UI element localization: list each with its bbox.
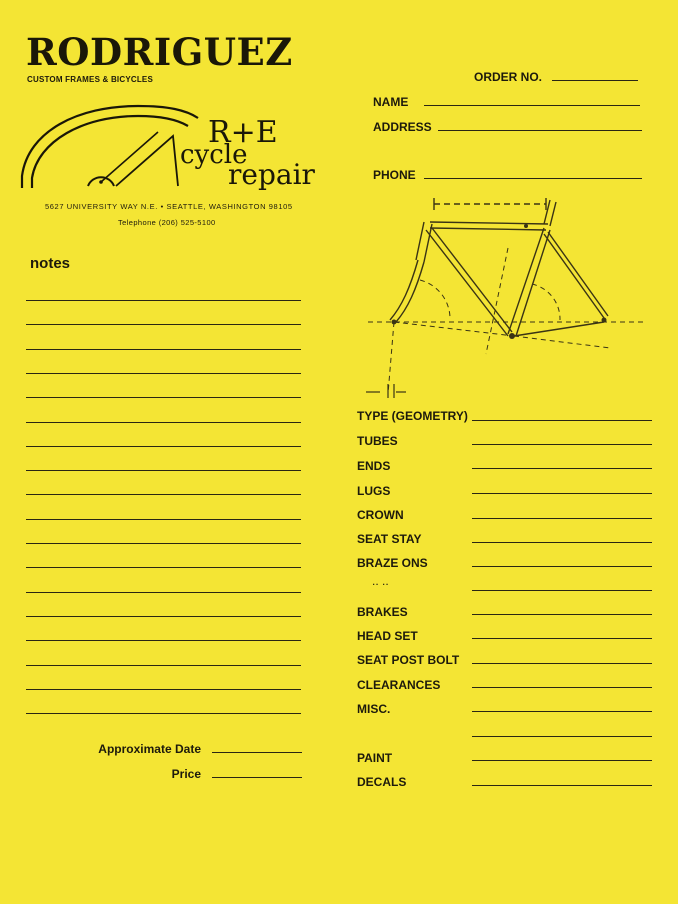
tubes-label: TUBES	[357, 434, 398, 448]
clearances-label: CLEARANCES	[357, 678, 441, 692]
crown-label: CROWN	[357, 508, 404, 522]
logo-word-cycle: cycle	[180, 140, 248, 170]
seat-stay-field[interactable]	[472, 542, 652, 543]
notes-line[interactable]	[26, 543, 301, 544]
notes-line[interactable]	[26, 397, 301, 398]
clearances-field[interactable]	[472, 687, 652, 688]
brakes-label: BRAKES	[357, 605, 408, 619]
notes-line[interactable]	[26, 640, 301, 641]
shop-telephone: Telephone (206) 525-5100	[118, 218, 216, 227]
seat-post-bolt-label: SEAT POST BOLT	[357, 653, 460, 667]
logo-initials: R+E	[208, 115, 278, 150]
logo-word-repair: repair	[228, 158, 315, 191]
phone-label: PHONE	[373, 168, 416, 182]
notes-line[interactable]	[26, 494, 301, 495]
brand-tagline: CUSTOM FRAMES & BICYCLES	[27, 75, 153, 84]
tubes-field[interactable]	[472, 444, 652, 445]
phone-field[interactable]	[424, 178, 642, 179]
notes-heading: notes	[30, 255, 71, 272]
braze-ons-field[interactable]	[472, 566, 652, 567]
notes-line[interactable]	[26, 349, 301, 350]
paint-field[interactable]	[472, 760, 652, 761]
ditto-marks: .. ..	[372, 574, 389, 588]
misc-field[interactable]	[472, 711, 652, 712]
head-set-label: HEAD SET	[357, 629, 418, 643]
misc-label: MISC.	[357, 702, 391, 716]
notes-line[interactable]	[26, 324, 301, 325]
frame-geometry-diagram	[360, 188, 650, 400]
decals-label: DECALS	[357, 775, 407, 789]
crown-field[interactable]	[472, 518, 652, 519]
name-field[interactable]	[424, 105, 640, 106]
brand-title: RODRIGUEZ	[26, 30, 293, 74]
type-geometry-field[interactable]	[472, 420, 652, 421]
seat-post-bolt-field[interactable]	[472, 663, 652, 664]
notes-line[interactable]	[26, 519, 301, 520]
seat-stay-label: SEAT STAY	[357, 532, 422, 546]
lugs-field[interactable]	[472, 493, 652, 494]
re-cycle-repair-logo	[18, 96, 328, 196]
type-geometry-label: TYPE (GEOMETRY)	[357, 409, 468, 423]
address-field[interactable]	[438, 130, 642, 131]
notes-line[interactable]	[26, 470, 301, 471]
order-no-label: ORDER NO.	[474, 70, 543, 84]
shop-address: 5627 UNIVERSITY WAY N.E. • SEATTLE, WASHINGTON 98105	[45, 202, 293, 211]
decals-field[interactable]	[472, 785, 652, 786]
notes-line[interactable]	[26, 373, 301, 374]
notes-line[interactable]	[26, 446, 301, 447]
notes-line[interactable]	[26, 592, 301, 593]
notes-line[interactable]	[26, 300, 301, 301]
lugs-label: LUGS	[357, 484, 391, 498]
notes-line[interactable]	[26, 616, 301, 617]
paint-label: PAINT	[357, 751, 393, 765]
ends-field[interactable]	[472, 468, 652, 469]
approximate-date-field[interactable]	[212, 752, 302, 753]
braze-ons-field-2[interactable]	[472, 590, 652, 591]
name-label: NAME	[373, 95, 409, 109]
misc-field-2[interactable]	[472, 736, 652, 737]
notes-line[interactable]	[26, 713, 301, 714]
address-label: ADDRESS	[373, 120, 432, 134]
brakes-field[interactable]	[472, 614, 652, 615]
price-label: Price	[171, 767, 201, 781]
head-set-field[interactable]	[472, 638, 652, 639]
price-field[interactable]	[212, 777, 302, 778]
approximate-date-label: Approximate Date	[98, 742, 201, 756]
notes-line[interactable]	[26, 567, 301, 568]
braze-ons-label: BRAZE ONS	[357, 556, 428, 570]
order-no-field[interactable]	[552, 80, 638, 81]
notes-line[interactable]	[26, 665, 301, 666]
notes-line[interactable]	[26, 422, 301, 423]
notes-line[interactable]	[26, 689, 301, 690]
ends-label: ENDS	[357, 459, 391, 473]
